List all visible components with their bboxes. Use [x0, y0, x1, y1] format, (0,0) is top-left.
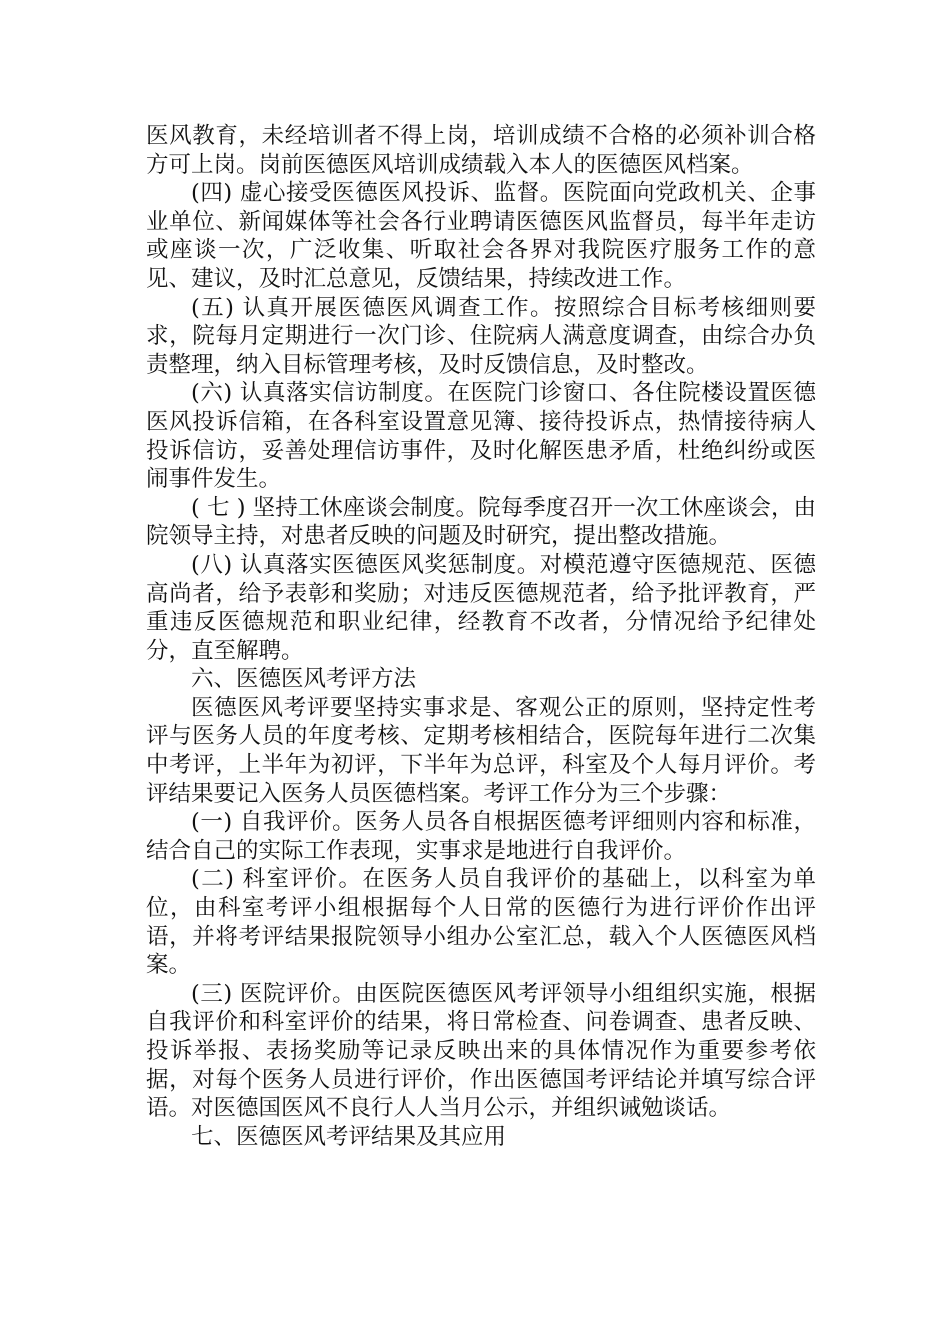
paragraph-step-2: (二) 科室评价。在医务人员自我评价的基础上，以科室为单位，由科室考评小组根据每个人日常的医德行为进行评价作出评语，并将考评结果报院领导小组办公室汇总，载入个人医德医风档案。 [146, 866, 816, 979]
section-heading-6: 六、医德医风考评方法 [191, 666, 417, 693]
document-page [146, 122, 816, 1151]
paragraph-continuation: 医风教育，未经培训者不得上岗，培训成绩不合格的必须补训合格方可上岗。岗前医德医风培训成绩载入本人的医德医风档案。 [146, 123, 816, 178]
paragraph-item-4: (四) 虚心接受医德医风投诉、监督。医院面向党政机关、企事业单位、新闻媒体等社会各行业聘请医德医风监督员，每半年走访或座谈一次，广泛收集、听取社会各界对我院医疗服务工作的意见、建议，及时汇总意见，反馈结果，持续改进工作。 [146, 180, 816, 292]
paragraph-step-3: (三) 医院评价。由医院医德医风考评领导小组组织实施，根据自我评价和科室评价的结果，将日常检查、问卷调查、患者反映、投诉举报、表扬奖励等记录反映出来的具体情况作为重要参考依据，对每个医务人员进行评价，作出医德国考评结论并填写综合评语。对医德国医风不良行人人当月公示，并组织诫勉谈话。 [146, 980, 816, 1122]
paragraph-item-7: ( 七 ) 坚持工休座谈会制度。院每季度召开一次工休座谈会，由院领导主持，对患者反映的问题及时研究，提出整改措施。 [146, 494, 816, 550]
section-heading-7: 七、医德医风考评结果及其应用 [191, 1123, 507, 1150]
paragraph-item-8: (八) 认真落实医德医风奖惩制度。对模范遵守医德规范、医德高尚者，给予表彰和奖励；对违反医德规范者，给予批评教育，严重违反医德规范和职业纪律，经教育不改者，分情况给予纪律处分，直至解聘。 [146, 551, 816, 664]
paragraph-step-1: (一) 自我评价。医务人员各自根据医德考评细则内容和标准，结合自己的实际工作表现，实事求是地进行自我评价。 [146, 809, 816, 864]
paragraph-evaluation-method: 医德医风考评要坚持实事求是、客观公正的原则，坚持定性考评与医务人员的年度考核、定期考核相结合，医院每年进行二次集中考评，上半年为初评，下半年为总评，科室及个人每月评价。考评结果要记入医务人员医德档案。考评工作分为三个步骤： [146, 694, 816, 807]
paragraph-item-6: (六) 认真落实信访制度。在医院门诊窗口、各住院楼设置医德医风投诉信箱，在各科室设置意见簿、接待投诉点，热情接待病人投诉信访，妥善处理信访事件，及时化解医患矛盾，杜绝纠纷或医闹事件发生。 [146, 380, 816, 493]
paragraph-item-5: (五) 认真开展医德医风调查工作。按照综合目标考核细则要求，院每月定期进行一次门诊、住院病人满意度调查，由综合办负责整理，纳入目标管理考核，及时反馈信息，及时整改。 [146, 294, 816, 378]
